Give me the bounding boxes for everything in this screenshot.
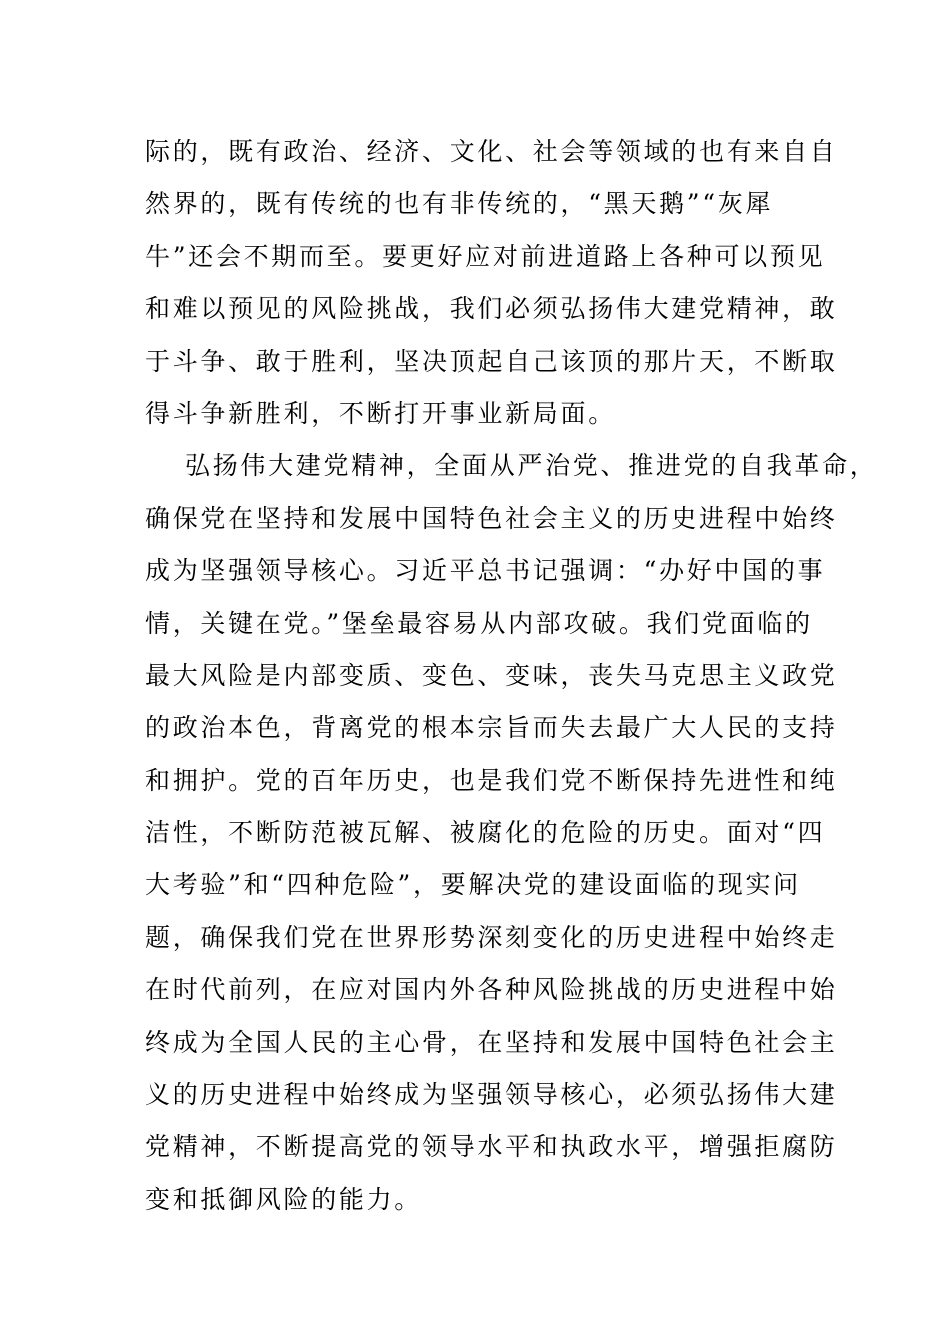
text-line-first: 弘扬伟大建党精神，全面从严治党、推进党的自我革命，	[185, 451, 878, 481]
text-line: 在时代前列，在应对国内外各种风险挑战的历史进程中始	[145, 975, 838, 1005]
body-text	[145, 126, 878, 1226]
text-line: 变和抵御风险的能力。	[145, 1184, 423, 1214]
text-line: 于斗争、敢于胜利，坚决顶起自己该顶的那片天，不断取	[145, 346, 838, 376]
text-line: 最大风险是内部变质、变色、变味，丧失马克思主义政党	[145, 660, 838, 690]
text-line: 大考验”和“四种危险”，要解决党的建设面临的现实问	[145, 870, 801, 900]
text-line: 得斗争新胜利，不断打开事业新局面。	[145, 398, 616, 428]
text-line: 际的，既有政治、经济、文化、社会等领域的也有来自自	[145, 137, 838, 166]
text-line: 牛”还会不期而至。要更好应对前进道路上各种可以预见	[145, 241, 826, 271]
text-line: 义的历史进程中始终成为坚强领导核心，必须弘扬伟大建	[145, 1080, 838, 1110]
text-line: 党精神，不断提高党的领导水平和执政水平，增强拒腐防	[145, 1132, 838, 1162]
text-line: 终成为全国人民的主心骨，在坚持和发展中国特色社会主	[145, 1027, 838, 1057]
text-line: 题，确保我们党在世界形势深刻变化的历史进程中始终走	[145, 922, 838, 952]
text-line: 然界的，既有传统的也有非传统的，“黑天鹅”“灰犀	[145, 189, 774, 219]
text-line: 洁性，不断防范被瓦解、被腐化的危险的历史。面对“四	[145, 818, 826, 848]
text-line: 和难以预见的风险挑战，我们必须弘扬伟大建党精神，敢	[145, 294, 838, 324]
paragraph-continued	[145, 126, 838, 440]
text-line: 确保党在坚持和发展中国特色社会主义的历史进程中始终	[145, 503, 838, 533]
text-line: 和拥护。党的百年历史，也是我们党不断保持先进性和纯	[145, 765, 838, 795]
paragraph	[145, 440, 878, 1226]
text-line: 情，关键在党。”堡垒最容易从内部攻破。我们党面临的	[145, 608, 813, 638]
text-line: 成为坚强领导核心。习近平总书记强调：“办好中国的事	[145, 556, 826, 586]
text-line: 的政治本色，背离党的根本宗旨而失去最广大人民的支持	[145, 713, 838, 743]
